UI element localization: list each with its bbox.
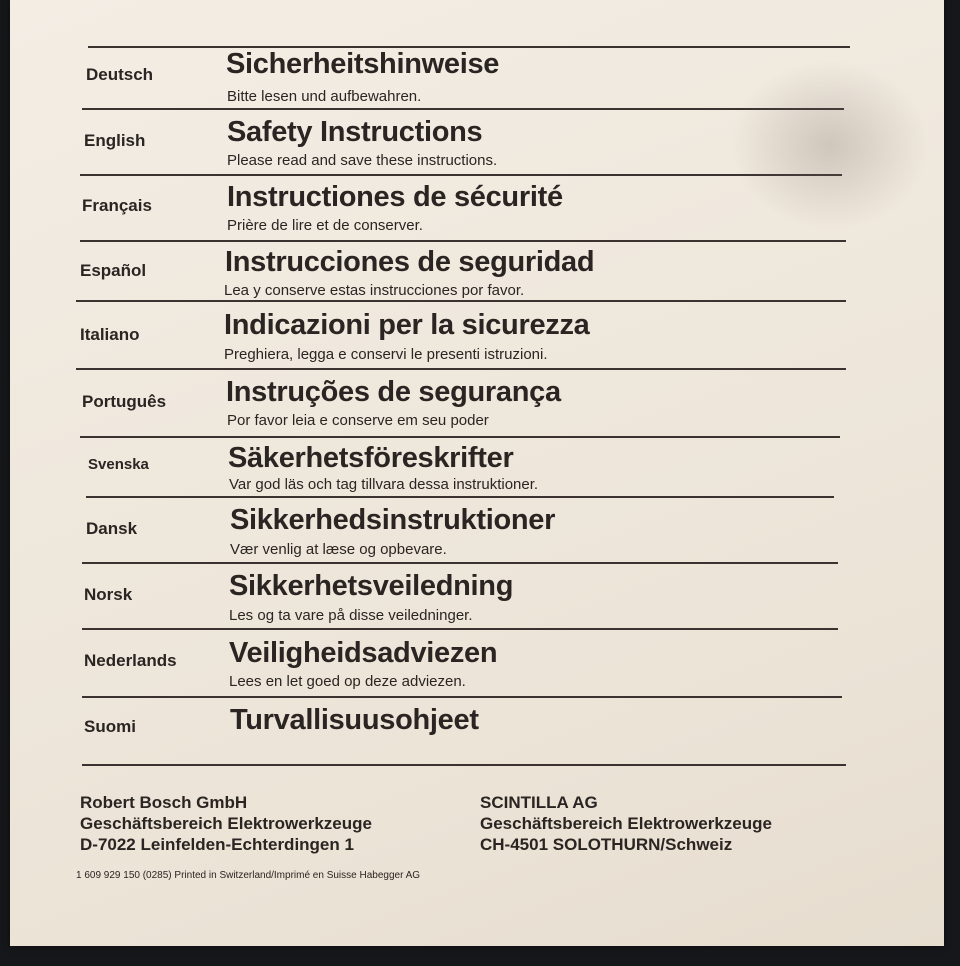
separator-line	[82, 628, 838, 630]
scintilla-company-name: SCINTILLA AG	[480, 793, 598, 812]
language-label: Français	[82, 196, 152, 215]
scintilla-division: Geschäftsbereich Elektrowerkzeuge	[480, 814, 772, 833]
bosch-address	[80, 792, 372, 855]
separator-line	[86, 496, 834, 498]
separator-line	[76, 300, 846, 302]
section-title: Turvallisuusohjeet	[230, 704, 479, 736]
section-subtitle: Please read and save these instructions.	[227, 152, 498, 169]
section-subtitle: Lees en let goed op deze adviezen.	[229, 673, 466, 690]
section-title: Instruções de segurança	[226, 376, 561, 408]
language-label: Norsk	[84, 585, 133, 604]
bosch-division: Geschäftsbereich Elektrowerkzeuge	[80, 814, 372, 833]
section-title: Sikkerhedsinstruktioner	[230, 504, 556, 536]
section-title: Instrucciones de seguridad	[225, 246, 595, 278]
separator-line	[80, 240, 846, 242]
section-subtitle: Preghiera, legga e conservi le presenti istruzioni.	[224, 346, 548, 363]
language-label: Deutsch	[86, 65, 154, 84]
section-title: Safety Instructions	[227, 116, 483, 148]
language-label: Suomi	[84, 717, 136, 736]
scintilla-address	[480, 792, 772, 855]
section-subtitle: Lea y conserve estas instrucciones por favor.	[224, 282, 525, 299]
separator-line	[82, 562, 838, 564]
section-title: Sicherheitshinweise	[226, 48, 500, 80]
language-label: Português	[82, 392, 167, 411]
separator-line	[82, 764, 846, 766]
language-label: Nederlands	[84, 651, 177, 670]
section-subtitle: Vær venlig at læse og opbevare.	[230, 541, 447, 558]
section-title: Veiligheidsadviezen	[229, 637, 498, 669]
print-info: 1 609 929 150 (0285) Printed in Switzerland/Imprimé en Suisse Habegger AG	[76, 870, 421, 881]
bosch-location: D-7022 Leinfelden-Echterdingen 1	[80, 835, 354, 854]
separator-line	[80, 436, 840, 438]
separator-line	[76, 368, 846, 370]
language-label: Dansk	[86, 519, 138, 538]
section-subtitle: Bitte lesen und aufbewahren.	[227, 88, 422, 105]
separator-line	[82, 696, 842, 698]
bosch-company-name: Robert Bosch GmbH	[80, 793, 248, 812]
language-label: Italiano	[80, 325, 140, 344]
section-subtitle: Var god läs och tag tillvara dessa instruktioner.	[229, 476, 539, 493]
language-label: Español	[80, 261, 147, 280]
section-title: Säkerhetsföreskrifter	[228, 442, 514, 474]
language-label: English	[84, 131, 146, 150]
section-subtitle: Prière de lire et de conserver.	[227, 217, 423, 234]
section-title: Indicazioni per la sicurezza	[224, 309, 590, 341]
language-label: Svenska	[88, 456, 149, 473]
section-title: Instructiones de sécurité	[227, 181, 563, 213]
section-title: Sikkerhetsveiledning	[229, 570, 514, 602]
section-subtitle: Les og ta vare på disse veiledninger.	[229, 607, 473, 624]
instruction-sheet	[10, 0, 944, 946]
section-subtitle: Por favor leia e conserve em seu poder	[227, 412, 489, 429]
scintilla-location: CH-4501 SOLOTHURN/Schweiz	[480, 835, 733, 854]
separator-line	[80, 174, 842, 176]
separator-line	[82, 108, 844, 110]
